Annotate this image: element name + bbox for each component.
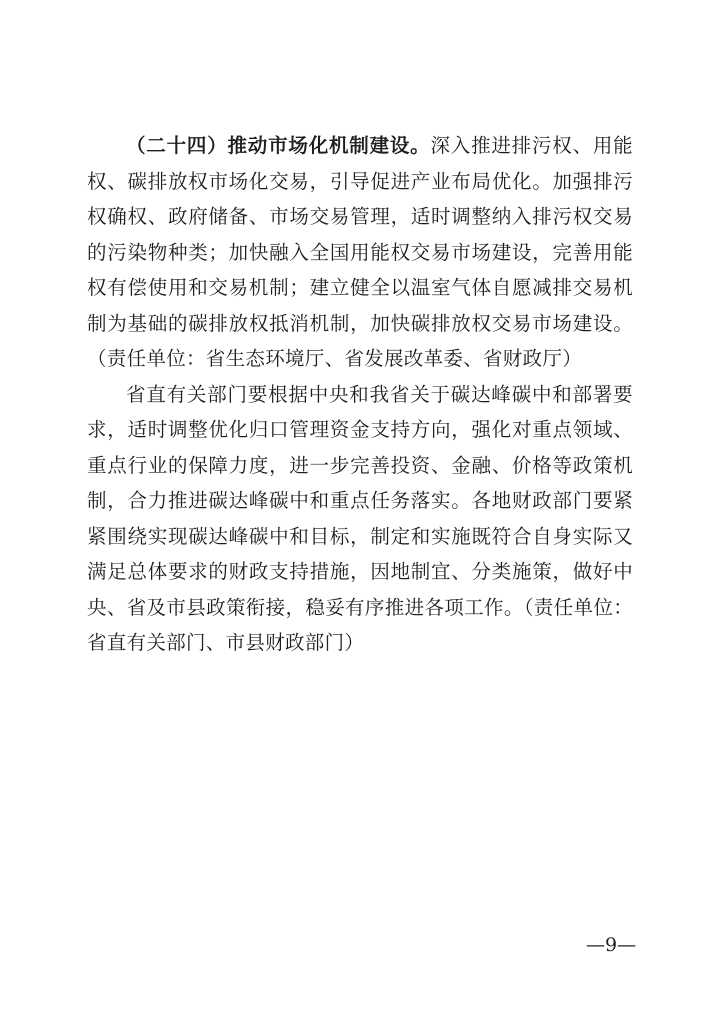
paragraph-text: 深入推进排污权、用能权、碳排放权市场化交易，引导促进产业布局优化。加强排污权确权、政府储备、市场交易管理，适时调整纳入排污权交易的污染物种类；加快融入全国用能权交易市场建设，完善用能权有偿使用和交易机制；建立健全以温室气体自愿减排交易机制为基础的碳排放权抵消机制，加快碳排放权交易市场建设。（责任单位：省生态环境厅、省发展改革委、省财政厅） <box>87 134 633 370</box>
page-number: —9— <box>586 934 637 956</box>
paragraph-department-requirements <box>87 377 633 661</box>
document-body <box>87 128 633 661</box>
paragraph-market-mechanism <box>87 128 633 377</box>
paragraph-text: 省直有关部门要根据中央和我省关于碳达峰碳中和部署要求，适时调整优化归口管理资金支持方向，强化对重点领域、重点行业的保障力度，进一步完善投资、金融、价格等政策机制，合力推进碳达峰碳中和重点任务落实。各地财政部门要紧紧围绕实现碳达峰碳中和目标，制定和实施既符合自身实际又满足总体要求的财政支持措施，因地制宜、分类施策，做好中央、省及市县政策衔接，稳妥有序推进各项工作。（责任单位：省直有关部门、市县财政部门） <box>87 382 633 654</box>
section-heading-24: （二十四）推动市场化机制建设。 <box>126 134 431 157</box>
